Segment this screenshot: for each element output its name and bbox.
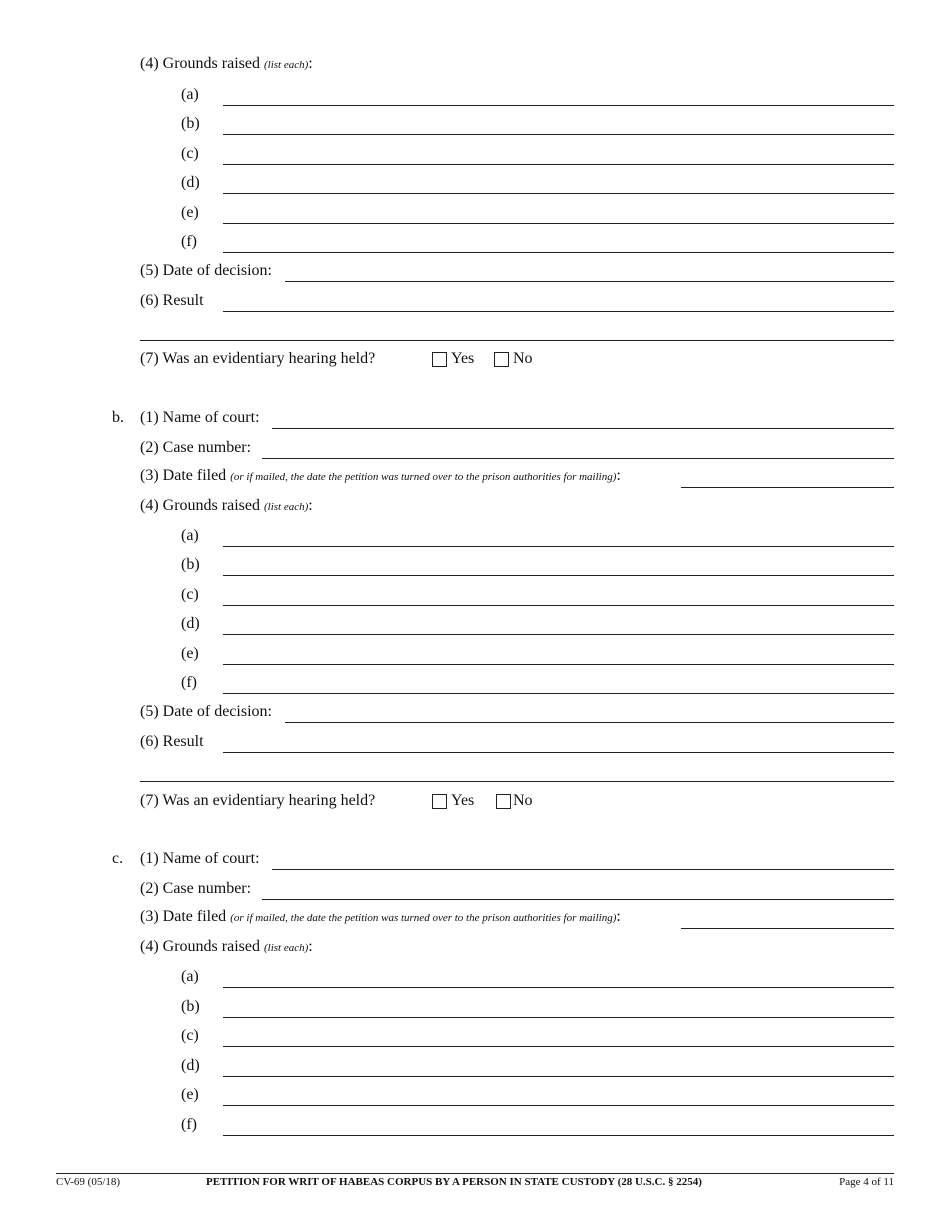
result-row xyxy=(0,727,950,753)
court-name-field[interactable] xyxy=(272,428,894,429)
ground-e-row xyxy=(0,639,950,665)
court-name-row-b xyxy=(0,403,950,429)
hearing-row xyxy=(0,344,950,370)
ground-c-row xyxy=(0,139,950,165)
result-continuation-row xyxy=(0,756,950,782)
grounds-raised-label: (4) Grounds raised (list each): xyxy=(140,938,313,955)
grounds-raised-row-a xyxy=(0,50,950,76)
ground-e-field[interactable] xyxy=(223,1105,894,1106)
date-filed-label: (3) Date filed (or if mailed, the date the petition was turned over to the prison authorities for mailing): xyxy=(140,908,621,925)
ground-b-row xyxy=(0,550,950,576)
hearing-no-checkbox[interactable] xyxy=(496,794,511,809)
ground-b-row xyxy=(0,992,950,1018)
ground-letter: (f) xyxy=(181,233,197,250)
form-title: PETITION FOR WRIT OF HABEAS CORPUS BY A PERSON IN STATE CUSTODY (28 U.S.C. § 2254) xyxy=(206,1176,702,1188)
result-label: (6) Result xyxy=(140,733,204,750)
case-number-label: (2) Case number: xyxy=(140,439,252,456)
ground-f-field[interactable] xyxy=(223,1135,894,1136)
ground-a-row xyxy=(0,521,950,547)
ground-d-field[interactable] xyxy=(223,1076,894,1077)
page-footer xyxy=(56,1173,894,1194)
section-letter: b. xyxy=(112,409,124,426)
ground-letter: (a) xyxy=(181,527,199,544)
ground-letter: (f) xyxy=(181,1116,197,1133)
ground-letter: (a) xyxy=(181,86,199,103)
ground-c-field[interactable] xyxy=(223,1046,894,1047)
result-row xyxy=(0,286,950,312)
ground-c-row xyxy=(0,1021,950,1047)
hearing-row xyxy=(0,786,950,812)
court-name-label: (1) Name of court: xyxy=(140,409,260,426)
ground-letter: (e) xyxy=(181,1086,199,1103)
ground-a-field[interactable] xyxy=(223,987,894,988)
date-filed-row-c xyxy=(0,903,950,929)
no-label: No xyxy=(513,792,533,809)
court-name-field[interactable] xyxy=(272,869,894,870)
ground-letter: (e) xyxy=(181,645,199,662)
date-of-decision-row xyxy=(0,256,950,282)
date-filed-field[interactable] xyxy=(681,928,894,929)
page-number: Page 4 of 11 xyxy=(839,1176,894,1188)
date-of-decision-label: (5) Date of decision: xyxy=(140,262,272,279)
ground-c-field[interactable] xyxy=(223,164,894,165)
ground-letter: (c) xyxy=(181,586,199,603)
court-name-label: (1) Name of court: xyxy=(140,850,260,867)
ground-letter: (d) xyxy=(181,174,200,191)
date-filed-row-b xyxy=(0,462,950,488)
ground-a-row xyxy=(0,80,950,106)
hearing-yes-checkbox[interactable] xyxy=(432,352,447,367)
ground-d-field[interactable] xyxy=(223,193,894,194)
result-continuation-field[interactable] xyxy=(140,781,894,782)
hearing-no-checkbox[interactable] xyxy=(494,352,509,367)
ground-b-field[interactable] xyxy=(223,134,894,135)
ground-f-row xyxy=(0,1110,950,1136)
hearing-label: (7) Was an evidentiary hearing held? xyxy=(140,350,376,367)
ground-letter: (f) xyxy=(181,674,197,691)
ground-letter: (d) xyxy=(181,1057,200,1074)
yes-label: Yes xyxy=(451,350,475,367)
ground-e-field[interactable] xyxy=(223,223,894,224)
date-of-decision-row xyxy=(0,697,950,723)
form-id: CV-69 (05/18) xyxy=(56,1176,121,1188)
ground-e-field[interactable] xyxy=(223,664,894,665)
date-filed-field[interactable] xyxy=(681,487,894,488)
no-label: No xyxy=(513,350,533,367)
ground-b-field[interactable] xyxy=(223,575,894,576)
section-letter: c. xyxy=(112,850,124,867)
ground-f-field[interactable] xyxy=(223,252,894,253)
ground-letter: (a) xyxy=(181,968,199,985)
ground-f-row xyxy=(0,668,950,694)
hearing-label: (7) Was an evidentiary hearing held? xyxy=(140,792,376,809)
ground-c-row xyxy=(0,580,950,606)
yes-label: Yes xyxy=(451,792,475,809)
ground-f-row xyxy=(0,227,950,253)
case-number-field[interactable] xyxy=(262,458,894,459)
case-number-row-b xyxy=(0,433,950,459)
result-continuation-row xyxy=(0,315,950,341)
ground-letter: (c) xyxy=(181,145,199,162)
ground-letter: (b) xyxy=(181,556,200,573)
result-field[interactable] xyxy=(223,311,894,312)
date-of-decision-label: (5) Date of decision: xyxy=(140,703,272,720)
ground-d-row xyxy=(0,1051,950,1077)
ground-d-field[interactable] xyxy=(223,634,894,635)
ground-a-field[interactable] xyxy=(223,546,894,547)
ground-letter: (b) xyxy=(181,115,200,132)
ground-a-field[interactable] xyxy=(223,105,894,106)
grounds-raised-row-c xyxy=(0,933,950,959)
ground-b-field[interactable] xyxy=(223,1017,894,1018)
ground-d-row xyxy=(0,609,950,635)
date-of-decision-field[interactable] xyxy=(285,281,894,282)
court-name-row-c xyxy=(0,844,950,870)
ground-b-row xyxy=(0,109,950,135)
grounds-raised-row-b xyxy=(0,492,950,518)
case-number-field[interactable] xyxy=(262,899,894,900)
result-field[interactable] xyxy=(223,752,894,753)
result-label: (6) Result xyxy=(140,292,204,309)
date-filed-label: (3) Date filed (or if mailed, the date the petition was turned over to the prison authorities for mailing): xyxy=(140,467,621,484)
ground-letter: (d) xyxy=(181,615,200,632)
ground-e-row xyxy=(0,1080,950,1106)
ground-a-row xyxy=(0,962,950,988)
result-continuation-field[interactable] xyxy=(140,340,894,341)
hearing-yes-checkbox[interactable] xyxy=(432,794,447,809)
ground-d-row xyxy=(0,168,950,194)
date-of-decision-field[interactable] xyxy=(285,722,894,723)
ground-letter: (e) xyxy=(181,204,199,221)
grounds-raised-label: (4) Grounds raised (list each): xyxy=(140,55,313,72)
ground-c-field[interactable] xyxy=(223,605,894,606)
ground-letter: (c) xyxy=(181,1027,199,1044)
ground-letter: (b) xyxy=(181,998,200,1015)
ground-e-row xyxy=(0,198,950,224)
ground-f-field[interactable] xyxy=(223,693,894,694)
grounds-raised-label: (4) Grounds raised (list each): xyxy=(140,497,313,514)
case-number-row-c xyxy=(0,874,950,900)
case-number-label: (2) Case number: xyxy=(140,880,252,897)
